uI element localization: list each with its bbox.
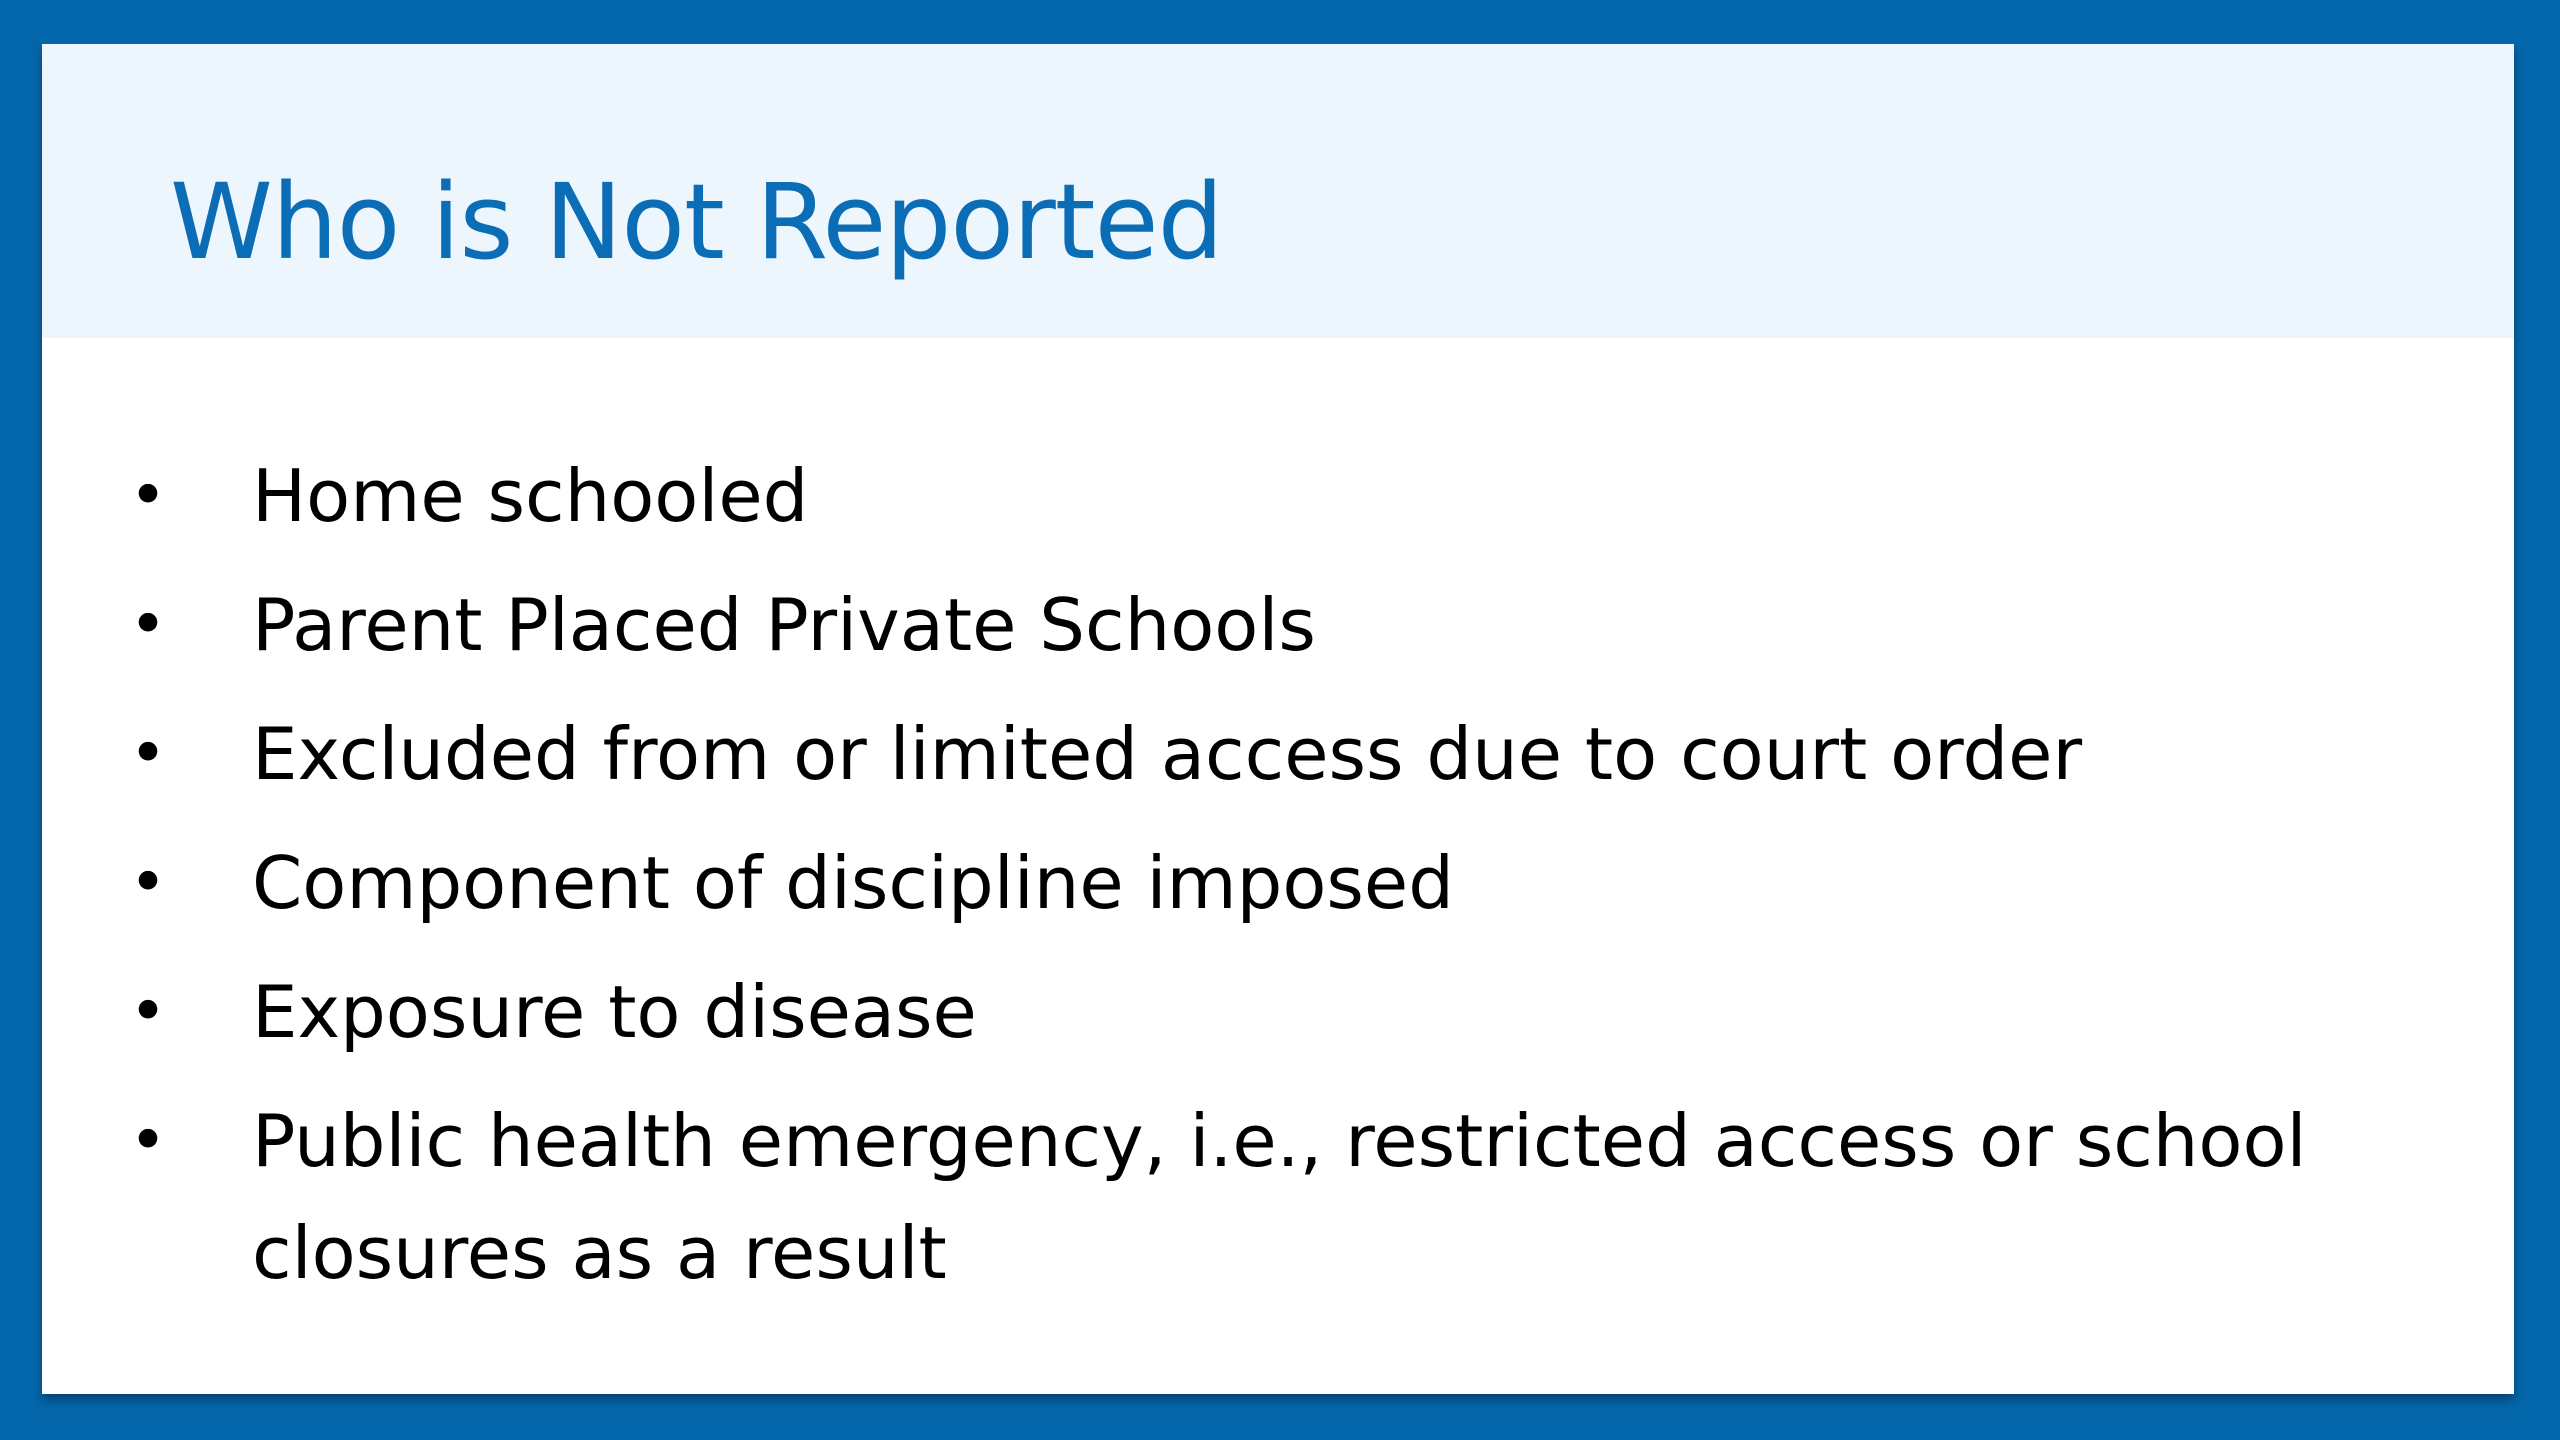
bullet-text: Home schooled bbox=[252, 454, 809, 538]
list-item bbox=[42, 569, 2514, 681]
bullet-text: Exposure to disease bbox=[252, 970, 977, 1054]
bullet-icon: • bbox=[129, 588, 167, 662]
slide bbox=[42, 44, 2514, 1394]
bullet-text: Public health emergency, i.e., restricted access or school closures as a result bbox=[252, 1099, 2307, 1295]
bullet-icon: • bbox=[129, 459, 167, 533]
list-item bbox=[42, 1085, 2514, 1309]
bullet-text: Excluded from or limited access due to court order bbox=[252, 712, 2083, 796]
bullet-text: Parent Placed Private Schools bbox=[252, 583, 1316, 667]
bullet-list bbox=[42, 440, 2514, 1326]
slide-title: Who is Not Reported bbox=[170, 161, 1223, 283]
bullet-icon: • bbox=[129, 975, 167, 1049]
title-band bbox=[42, 44, 2514, 338]
list-item bbox=[42, 698, 2514, 810]
list-item bbox=[42, 440, 2514, 552]
bullet-text: Component of discipline imposed bbox=[252, 841, 1454, 925]
list-item bbox=[42, 827, 2514, 939]
bullet-icon: • bbox=[129, 1104, 167, 1178]
list-item bbox=[42, 956, 2514, 1068]
bullet-icon: • bbox=[129, 846, 167, 920]
bullet-icon: • bbox=[129, 717, 167, 791]
